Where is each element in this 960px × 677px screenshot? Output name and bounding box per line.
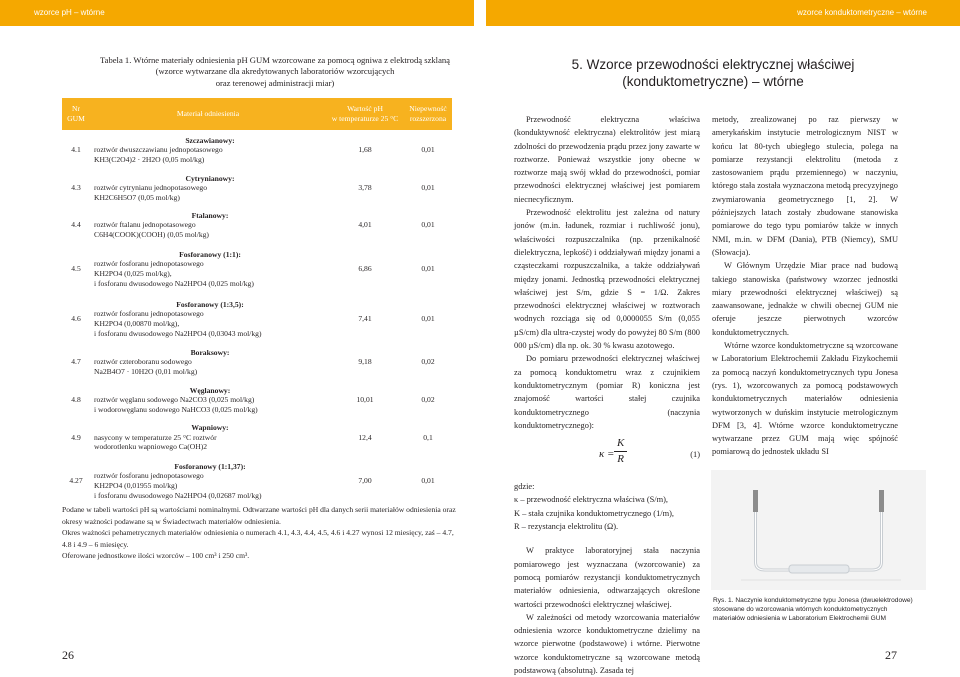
definition-line: R – rezystancja elektrolitu (Ω).	[514, 522, 619, 532]
page-number-right: 27	[885, 648, 897, 662]
caption-line: (wzorce wytwarzane dla akredytowanych laboratoriów wzorcujących	[155, 66, 395, 77]
table-row	[62, 344, 452, 380]
note-paragraph: Oferowane jednostkowe ilości wzorców – 100 cm³ i 250 cm³.	[62, 551, 250, 560]
row-nr: 4.3	[71, 183, 81, 193]
row-ph: 10,01	[356, 395, 374, 405]
body-paragraph: W Głównym Urzędzie Miar prace nad budową takiego stanowiska (państwowy wzorzec jednostki miary przewodności elektrycznej właściwej) są zaawansowane, jednakże w chwili obecnej GUM nie oferuje jeszcze pierwotnych wzorców konduktometrycznych.	[712, 261, 898, 337]
definition-line: K – stała czujnika konduktometrycznego (1/m),	[514, 508, 675, 518]
table-row	[62, 420, 452, 455]
body-paragraph: Wtórne wzorce konduktometryczne są wzorcowane w Laboratorium Elektrochemii Zakładu Fizykochemii za pomocą naczyń konduktometrycznych typu Jonesa (rys. 1), wzorcowanych za pomocą podstawowych konduktometrycznych materiałów odniesienia wytworzonych w duńskim instytucie metrologicznym DFM [3, 4]. Wtórne wzorce konduktometryczne wytwarzane przez GUM mają więc spójność pomiarową do jednostek układu SI	[712, 341, 898, 457]
row-nr: 4.1	[71, 145, 81, 155]
row-nr: 4.5	[71, 264, 81, 274]
body-paragraph: W praktyce laboratoryjnej stała naczynia pomiarowego jest wyznaczana (wzorcowanie) za pomocą pomiarów rezystancji konduktometrycznych materiałów odniesienia, odtwarzających określone wartości przewodności elektrycznej właściwej.	[514, 546, 700, 609]
row-material: Boraksowy: roztwór czteroboranu sodowego Na2B4O7 · 10H2O (0,01 mol/kg)	[94, 347, 230, 376]
header-right	[486, 0, 960, 26]
row-material: Ftalanowy: roztwór ftalanu jednopotasowego C6H4(COOK)(COOH) (0,05 mol/kg)	[94, 210, 229, 239]
row-material: Węglanowy: roztwór węglanu sodowego Na2CO3 (0,025 mol/kg) i wodorowęglanu sodowego NaHCO3 (0,025 mol/kg)	[94, 385, 258, 414]
row-ph: 6,86	[358, 264, 372, 274]
row-material: Wapniowy: nasycony w temperaturze 25 °C roztwór wodorotlenku wapniowego Ca(OH)2	[94, 423, 229, 452]
text-column-1	[514, 113, 700, 677]
row-nr: 4.4	[71, 220, 81, 230]
row-uncertainty: 0,01	[421, 314, 435, 324]
row-ph: 1,68	[358, 145, 372, 155]
figure-caption: Rys. 1. Naczynie konduktometryczne typu Jonesa (dwuelektrodowe) stosowane do wzorcowania wtórnych konduktometrycznych materiałów odniesienia w Laboratorium Elektrochemii GUM	[713, 597, 913, 622]
ph-standards-table	[62, 98, 452, 507]
caption-line: oraz terenowej administracji miar)	[215, 77, 335, 88]
row-ph: 12,4	[358, 432, 372, 442]
col-header-ph: Wartość pH w temperaturze 25 °C	[326, 98, 404, 130]
table-row	[62, 244, 452, 294]
table-row	[62, 455, 452, 507]
row-material: Cytrynianowy: roztwór cytrynianu jednopotasowego KH2C6H5O7 (0,05 mol/kg)	[94, 173, 235, 202]
formula-numerator: K	[614, 436, 627, 452]
body-paragraph: Do pomiaru przewodności elektrycznej właściwej za pomocą konduktometru wraz z czujnikiem konduktometrycznym (pomiar R) koniczna jest znajomość wartości stałej czujnika konduktometrycznego (naczynia konduktometrycznego):	[514, 354, 700, 430]
row-uncertainty: 0,02	[421, 357, 435, 367]
definition-line: κ – przewodność elektryczna właściwa (S/m),	[514, 495, 668, 505]
header-left	[0, 0, 474, 26]
col-header-uncertainty: Niepewność rozszerzona	[404, 98, 452, 130]
row-nr: 4.27	[69, 476, 83, 486]
section-title	[528, 56, 898, 90]
body-paragraph: Przewodność elektrolitu jest zależna od natury jonów (m.in. ładunek, rozmiar i ruchliwość jonu), właściwości rozpuszczalnika (np. przenikalność dielektryczna, lepkość) i oddziaływań między jonami a cząsteczkami rozpuszczalnika, a także oddziaływań między jonami. Jednostką przewodności elektrycznej właściwej jest S/m, gdzie S = 1/Ω. Zakres przewodności elektrycznej właściwej w roztworach wodnych rozciąga się od 0,0000055 S/m (0,055 µS/cm) dla ultra-czystej wody do powyżej 80 S/m (800 000 µS/cm) dla np. ok. 30 % kwasu azotowego.	[514, 208, 700, 351]
row-uncertainty: 0,01	[421, 145, 435, 155]
table-row	[62, 206, 452, 244]
row-ph: 9,18	[358, 357, 372, 367]
row-nr: 4.7	[71, 357, 81, 367]
body-paragraph: W zależności od metody wzorcowania materiałów odniesienia wzorce konduktometryczne dzielimy na wzorce pierwotne (podstawowe) i wtórne. Pierwotne wzorce konduktometryczne są wzorcowane metodą podstawową (absolutną). Zasada tej	[514, 612, 700, 675]
row-ph: 7,41	[358, 314, 372, 324]
body-paragraph: metody, zrealizowanej po raz pierwszy w amerykańskim instytucie metrologicznym NIST w końcu lat 80-tych ubiegłego stulecia, polega na pomiarze rezystancji elektrolitu (metoda z zastosowaniem prądu przemiennego) w naczyniu, którego stała została wyznaczona metodą precyzyjnego zwymiarowania geometrycznego [1, 2]. W późniejszych latach zostały zbudowane stanowiska pomiarowe do tego typu pomiarów także w innych NMI, m.in. w DFM (Dania), PTB (Niemcy), SMU (Słowacja).	[712, 115, 898, 257]
row-material: Szczawianowy: roztwór dwuszczawianu jednopotasowego KH3(C2O4)2 · 2H2O (0,05 mol/kg)	[94, 135, 235, 164]
col-header-material: Materiał odniesienia	[90, 98, 326, 130]
page-number-left: 26	[62, 648, 74, 662]
conductivity-cell-illustration	[711, 470, 926, 590]
row-material: Fosforanowy (1:1): roztwór fosforanu jednopotasowego KH2PO4 (0,025 mol/kg), i fosforanu dwusodowego Na2HPO4 (0,025 mol/kg)	[94, 249, 254, 288]
table-row	[62, 294, 452, 344]
caption-line: Tabela 1. Wtórne materiały odniesienia pH GUM wzorcowane za pomocą ogniwa z elektrodą szklaną	[99, 55, 450, 65]
row-uncertainty: 0,02	[421, 395, 435, 405]
row-ph: 7,00	[358, 476, 372, 486]
formula-lhs: κ =	[599, 448, 615, 461]
formula-label: (1)	[690, 450, 700, 460]
jones-cell-photo	[711, 470, 926, 590]
section-title-line: 5. Wzorce przewodności elektrycznej właściwej	[571, 57, 855, 72]
row-material: Fosforanowy (1:1,37): roztwór fosforanu jednopotasowego KH2PO4 (0,01955 mol/kg) i fosforanu dwusodowego Na2HPO4 (0,02687 mol/kg)	[94, 461, 262, 500]
row-nr: 4.8	[71, 395, 81, 405]
table-row	[62, 380, 452, 420]
note-paragraph: Okres ważności pehametrycznych materiałów odniesienia o numerach 4.1, 4.3, 4.4, 4.5, 4.6 i 4.27 wynosi 12 miesięcy, zaś – 4.7, 4.8 i 4.9 – 6 miesięcy.	[62, 528, 454, 549]
table-row	[62, 170, 452, 206]
row-nr: 4.9	[71, 432, 81, 442]
row-uncertainty: 0,1	[423, 432, 433, 442]
col-header-nr: Nr GUM	[62, 98, 90, 130]
row-ph: 4,01	[358, 220, 372, 230]
gdzie-label: gdzie:	[514, 482, 535, 492]
row-uncertainty: 0,01	[421, 476, 435, 486]
table-notes	[62, 504, 462, 562]
row-material: Fosforanowy (1:3,5): roztwór fosforanu jednopotasowego KH2PO4 (0,00870 mol/kg), i fosforanu dwusodowego Na2HPO4 (0,03043 mol/kg)	[94, 299, 262, 338]
header-left-text: wzorce pH – wtórne	[34, 8, 105, 17]
text-column-2	[712, 113, 898, 459]
row-ph: 3,78	[358, 183, 372, 193]
note-paragraph: Podane w tabeli wartości pH są wartościami nominalnymi. Odtwarzane wartości pH dla danych serii materiałów odniesienia oraz okresy ważności podawane są w Świadectwach materiałów odniesienia.	[62, 505, 456, 526]
table-row	[62, 130, 452, 170]
formula-fraction	[614, 436, 627, 467]
conductivity-formula	[514, 436, 700, 478]
section-title-line: (konduktometryczne) – wtórne	[622, 74, 804, 89]
table-caption	[70, 55, 480, 89]
row-uncertainty: 0,01	[421, 220, 435, 230]
header-right-text: wzorce konduktometryczne – wtórne	[797, 8, 927, 17]
row-nr: 4.6	[71, 314, 81, 324]
row-uncertainty: 0,01	[421, 264, 435, 274]
formula-denominator: R	[617, 453, 625, 466]
body-paragraph: Przewodność elektryczna właściwa (konduktywność elektryczna) elektrolitów jest miarą zdolności do przewodzenia prądu przez jony zawarte w roztworze. Ponieważ wszystkie jony obecne w roztworze mają swój wkład do przewodności, pomiar przewodności elektrycznej właściwej jest pomiarem nieспecyficznym.	[514, 115, 700, 204]
table-header-row	[62, 98, 452, 130]
row-uncertainty: 0,01	[421, 183, 435, 193]
